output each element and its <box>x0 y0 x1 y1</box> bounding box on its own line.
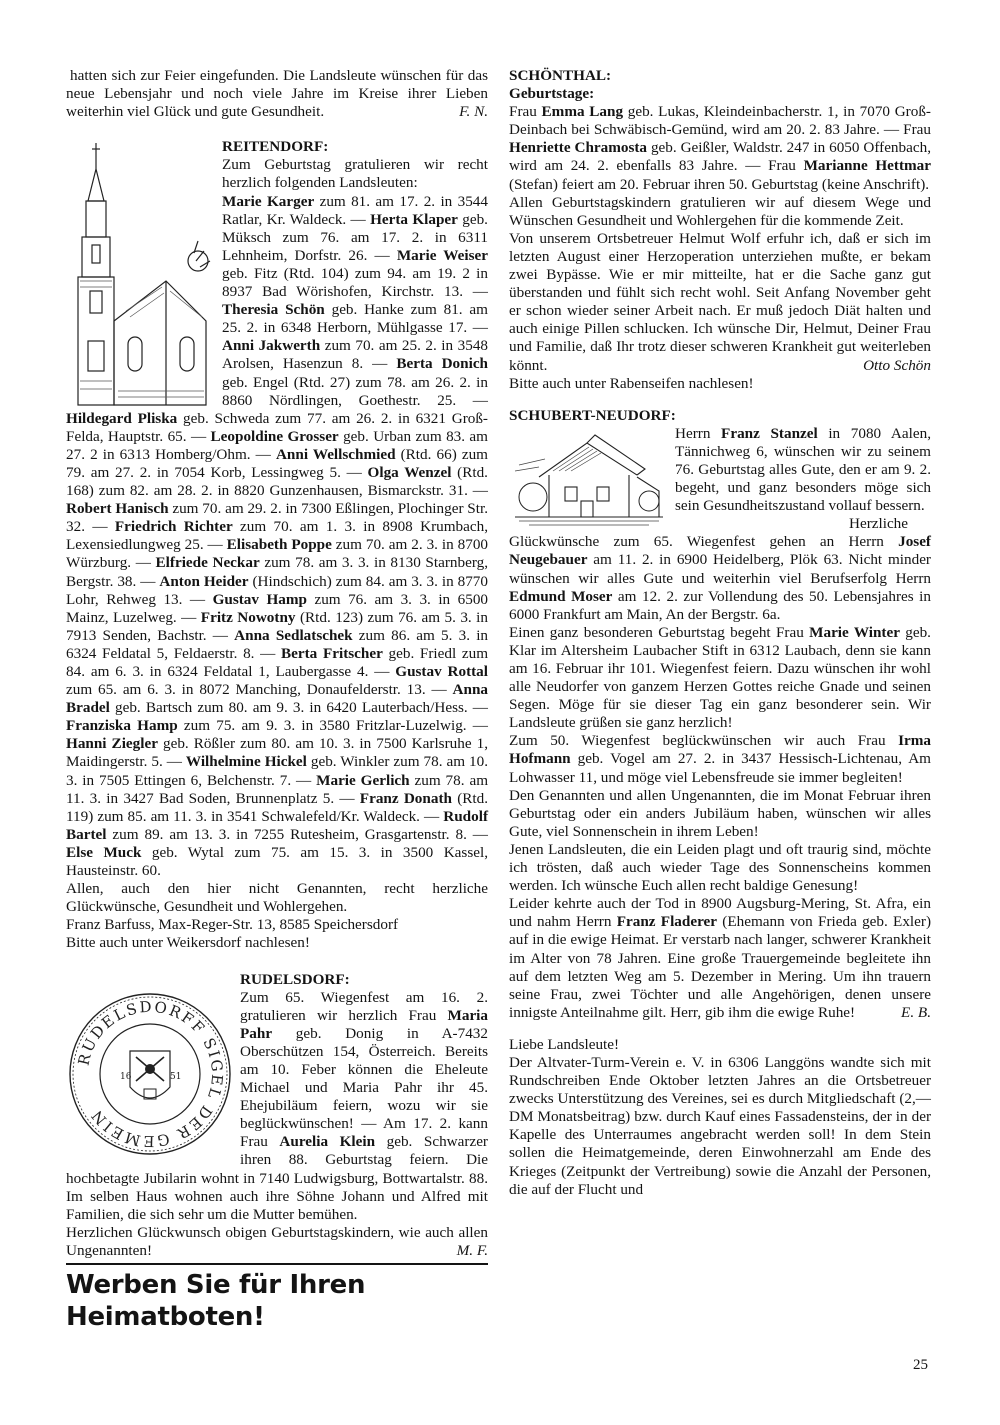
reitendorf-heading: REITENDORF: <box>222 138 329 156</box>
birthday-details: zum 78. am 11. 3. in 3427 Bad Soden, Brunnenplatz 5. — <box>66 771 489 807</box>
schoenthal-subheading: Geburtstage: <box>509 85 595 103</box>
person-name: Anna Bradel <box>66 681 488 717</box>
rudelsdorf-paragraph: Zum 65. Wiegenfest am 16. 2. gratulieren wir herzlich Frau Maria Pahr geb. Donig in A-7432 Oberschützen 154, Österreich. Bereits am 10. Feber können die Eheleute Michael und Maria Pahr ihr 45. Ehejubiläum feiern, wozu wir sie beglückwünschen! — Am 17. 2. kann Frau Aurelia Klein geb. Schwarzer ihren 88. Geburtstag feiern. Die hochbetagte Jubilarin wohnt in 7140 Ludwigsburg, Bottwartalstr. 88. Im selben Haus wohnen auch ihre Söhne Johann und Alfred mit Familien, die sich sehr um die Mutter bemühen. <box>66 988 488 1223</box>
person-name: Gustav Hamp <box>212 590 307 608</box>
section-schoenthal <box>509 67 931 393</box>
person-name: Friedrich Richter <box>114 518 233 536</box>
schoenthal-signature: Otto Schön <box>863 356 931 374</box>
rudelsdorf-closing: Herzlichen Glückwunsch obigen Geburtstagskindern, wie auch allen Ungenannten! M. F. <box>66 1223 488 1259</box>
person-name: Rudolf Bartel <box>66 807 488 843</box>
person-name: Maria Pahr <box>240 1006 488 1042</box>
birthday-details: zum 78. am 3. 3. in 8130 Starnberg, Bergstr. 38. — <box>66 554 488 590</box>
person-name: Josef Neugebauer <box>509 533 931 569</box>
section-schubert-neudorf <box>509 407 931 1022</box>
text-run: Herzliche Glückwünsche zum 65. Wiegenfest gehen an Herrn <box>509 515 909 551</box>
birthday-details: geb. Bartsch zum 80. am 9. 3. in 6420 Lauterbach/Hess. — <box>109 699 488 717</box>
schoenthal-birthdays <box>509 103 931 193</box>
letter-body: Der Altvater-Turm-Verein e. V. in 6306 Langgöns wandte sich mit Rundschreiben Ende Oktober letzten Jahres an die Ortsbetreuer zwecks Unterstützung des Vereines, sei es durch Mitgliedschaft (2,— DM Monatsbeitrag) bzw. durch Kauf eines Fassadensteins, der in der Kapelle des Unterraumes angebracht werden soll! In dem Stein sollen die Heimatgemeinde, deren Einwohnerzahl am Ende des Krieges (Zeitpunkt der Vertreibung) sowie die Anzahl der Personen, die auf der Flucht und <box>509 1053 931 1198</box>
letter-greeting: Liebe Landsleute! <box>509 1035 620 1053</box>
text-run: Herrn <box>675 424 722 442</box>
person-name: Marianne Hettmar <box>803 157 931 175</box>
birthday-details: zum 89. am 13. 3. in 7255 Rutesheim, Grasgartenstr. 8. — <box>106 825 488 843</box>
person-name: Herta Klaper <box>370 210 458 228</box>
person-name: Irma Hofmann <box>509 732 931 768</box>
text-run: geb. Lukas, Kleindeinbacherstr. 1, in 7070 Groß-Deinbach bei Schwäbisch-Gemünd, wird am 20. 2. 83 Jahre. — Frau <box>509 103 931 139</box>
text-run: (Stefan) feiert am 20. Februar ihren 50. Geburtstag (keine Anschrift). <box>509 175 930 193</box>
advertisement-banner: Werben Sie für Ihren Heimatboten! <box>66 1270 366 1332</box>
person-name: Elfriede Neckar <box>155 554 260 572</box>
section-reitendorf <box>66 138 488 952</box>
person-name: Aurelia Klein <box>279 1133 376 1151</box>
birthday-details: geb. Hanke zum 81. am 25. 2. in 6348 Herborn, Mühlgasse 17. — <box>222 301 488 337</box>
person-name: Olga Wenzel <box>367 463 452 481</box>
rudelsdorf-heading: RUDELSDORF: <box>240 970 350 988</box>
reitendorf-intro: Zum Geburtstag gratulieren wir recht herzlich folgenden Landsleuten: <box>222 156 488 192</box>
person-name: Anna Sedlatschek <box>234 626 353 644</box>
birthday-details: (Rtd. 119) zum 85. am 11. 3. in 3541 Schwalefeld/Kr. Waldeck. — <box>66 789 488 825</box>
section-letter <box>509 1036 931 1199</box>
birthday-details: zum 75. am 9. 3. in 3580 Fritzlar-Luzelwig. — <box>177 717 488 735</box>
birthday-details: zum 76. am 3. 3. in 6500 Mainz, Luzelweg. — <box>66 590 489 626</box>
schubert-comfort: Jenen Landsleuten, die ein Leiden plagt und oft traurig sind, möchte ich trösten, daß auch wieder Tage des Sonnenscheins kommen werden. Ich wünsche Euch allen recht baldige Genesung! <box>509 840 931 895</box>
person-name: Marie Karger <box>222 192 315 210</box>
person-name: Robert Hanisch <box>66 500 169 518</box>
person-name: Anton Heider <box>159 572 249 590</box>
person-name: Else Muck <box>66 843 142 861</box>
text-run: Frau <box>509 103 542 121</box>
person-name: Marie Weiser <box>396 246 488 264</box>
text-run: geb. Vogel am 27. 2. in 3437 Hessisch-Lichtenau, Am Lohwasser 11, und möge viel Lebensfreude sie immer begleiten! <box>509 750 931 786</box>
person-name: Henriette Chramosta <box>509 139 648 157</box>
schubert-winter <box>509 624 931 733</box>
reitendorf-closing: Allen, auch den hier nicht Genannten, recht herzliche Glückwünsche, Gesundheit und Wohlergehen. <box>66 880 488 916</box>
church-illustration <box>66 141 214 409</box>
schoenthal-note: Bitte auch unter Rabenseifen nachlesen! <box>509 374 754 392</box>
page-number: 25 <box>913 1357 928 1373</box>
text-run: Leider kehrte auch der Tod in 8900 Augsburg-Mering, St. Afra, ein und nahm Herrn <box>509 895 931 931</box>
person-name: Emma Lang <box>541 103 624 121</box>
birthday-details: geb. Wytal zum 75. am 15. 3. in 3500 Kassel, Hausteinstr. 60. <box>66 843 488 880</box>
person-name: Theresia Schön <box>222 301 325 319</box>
seal-year-left: 16 <box>120 1071 132 1082</box>
intro-signature: F. N. <box>459 103 488 121</box>
birthday-details: geb. Müksch zum 76. am 17. 2. in 6311 Lehnheim, Dorfstr. 26. — <box>222 210 488 264</box>
person-name: Berta Donich <box>396 355 489 373</box>
schubert-neugebauer <box>509 515 931 624</box>
text-run: Zum 50. Wiegenfest beglückwünschen wir auch Frau <box>509 732 899 750</box>
reitendorf-sender: Franz Barfuss, Max-Reger-Str. 13, 8585 Speichersdorf <box>66 916 399 934</box>
text-run: Einen ganz besonderen Geburtstag begeht Frau <box>509 623 810 641</box>
person-name: Anni Wellschmied <box>275 445 396 463</box>
person-name: Elisabeth Poppe <box>226 536 332 554</box>
person-name: Hildegard Pliska <box>66 409 178 427</box>
reitendorf-note: Bitte auch unter Weikersdorf nachlesen! <box>66 934 310 952</box>
schubert-wishes: Den Genannten und allen Ungenannten, die im Monat Februar ihren Geburtstag oder ein anders Jubiläum haben, wünschen wir alles Gute, viel Sonnenschein in ihrem Leben! <box>509 786 931 840</box>
birthday-details: geb. Engel (Rtd. 27) zum 78. am 26. 2. in 8860 Nördlingen, Goethestr. 25. — <box>222 373 488 409</box>
birthday-details: zum 65. am 6. 3. in 8072 Manching, Donaufelderstr. 13. — <box>66 681 453 699</box>
ad-divider <box>66 1263 488 1265</box>
birthday-details: (Rtd. 168) zum 82. am 28. 2. in 8820 Gunzenhausen, Bismarckstr. 31. — <box>66 463 488 500</box>
schubert-heading: SCHUBERT-NEUDORF: <box>509 406 676 424</box>
seal-lettering: RUDELSDORFF SIGEL DER GEMEIN <box>74 997 227 1150</box>
birthday-details: zum 70. am 25. 2. in 3548 Arolsen, Hasenzun 8. — <box>222 337 489 373</box>
birthday-details: (Rtd. 66) zum 79. am 27. 2. in 7054 Korb, Lessingweg 5. — <box>66 445 488 481</box>
birthday-details: zum 70. am 1. 3. in 8908 Krumbach, Lexensiedlungweg 25. — <box>66 518 488 554</box>
person-name: Franz Stanzel <box>721 424 818 442</box>
rudelsdorf-signature: M. F. <box>456 1241 488 1259</box>
person-name: Leopoldine Grosser <box>210 427 339 445</box>
birthday-details: zum 86. am 5. 3. in 6324 Feldatal 5, Feldaerstr. 8. — <box>66 626 489 662</box>
municipal-seal-illustration <box>66 991 234 1157</box>
seal-year-right: 51 <box>170 1071 182 1082</box>
right-column <box>509 67 931 1199</box>
person-name: Fritz Nowotny <box>200 608 296 626</box>
person-name: Gustav Rottal <box>395 663 488 680</box>
schoenthal-heading: SCHÖNTHAL: <box>509 67 612 84</box>
birthday-details: geb. Urban zum 83. am 27. 2 in 6313 Homberg/Ohm. — <box>66 427 488 463</box>
birthday-details: geb. Winkler zum 78. am 10. 3. in 7505 Ettingen 6, Belchenstr. 7. — <box>66 753 488 789</box>
schubert-signature: E. B. <box>901 1003 931 1021</box>
person-name: Hanni Ziegler <box>66 735 158 753</box>
person-name: Wilhelmine Hickel <box>185 753 307 771</box>
person-name: Marie Winter <box>809 623 900 641</box>
text-run: (Ehemann von Frieda geb. Exler) auf in die ewige Heimat. Er verstarb nach langer, schwerer Krankheit im Alter von 78 Jahren. Eine große Trauergemeinde begleitete ihn auf dem letzten Weg am 5. Dezember in Mering. Um ihn trauern seine Frau, zwei Töchter und alle Angehörigen, denen unsere innigste Anteilnahme gilt. Herr, gib ihm die ewige Ruhe! <box>509 913 931 1021</box>
text-run: geb. Klar im Altersheim Laubacher Stift in 6312 Laubach, denn sie kann am 16. Februar ihr 101. Wiegenfest feiern. Dazu wünschen ihr wohl alle Neudorfer von ganzem Herzen Gottes reiche Gnade und seinen Segen. Möge für sie dieser Tag ein ganz besonderer sein. Wir Landsleute grüßen sie ganz herzlich! <box>509 623 931 732</box>
farmhouse-illustration <box>509 425 669 529</box>
person-name: Edmund Moser <box>509 587 613 605</box>
text-run: am 11. 2. in 6900 Heidelberg, Plök 63. Nicht minder wünschen wir alles Gute und weiterhin viel Berufserfolg Herrn <box>509 551 931 587</box>
text-run: am 12. 2. zur Vollendung des 50. Lebensjahres in 6000 Frankfurt am Main, An der Bergstr. 6a. <box>509 587 931 623</box>
text-run: geb. Geißler, Waldstr. 247 in 6050 Offenbach, wird am 24. 2. ebenfalls 83 Jahre. — Frau <box>509 139 931 175</box>
birthday-details: geb. Friedl zum 84. am 6. 3. in 6324 Feldatal 1, Laubergasse 4. — <box>66 644 489 680</box>
person-name: Franz Fladerer <box>616 913 718 931</box>
birthday-details: zum 81. am 17. 2. in 3544 Ratlar, Kr. Waldeck. — <box>222 192 488 228</box>
birthday-details: (Hindschich) zum 84. am 3. 3. in 8770 Lohr, Rehweg 13. — <box>66 572 488 608</box>
schubert-obituary <box>509 895 931 1022</box>
person-name: Franziska Hamp <box>66 717 178 735</box>
person-name: Marie Gerlich <box>316 771 410 789</box>
birthday-details: (Rtd. 123) zum 76. am 5. 3. in 7913 Senden, Bachstr. — <box>66 608 488 644</box>
text-run: in 7080 Aalen, Tännichweg 6, wünschen wir zu seinem 76. Geburtstag alles Gute, den er am 9. 2. begeht, und ganz besonders möge sich sein Gesundheitszustand vollauf bessern. <box>675 424 931 515</box>
birthday-details: geb. Fitz (Rtd. 104) zum 94. am 19. 2 in 8937 Bad Wörishofen, Kirchstr. 13. — <box>222 264 488 301</box>
schubert-hofmann <box>509 732 931 786</box>
section-rudelsdorf <box>66 971 488 1261</box>
intro-paragraph: hatten sich zur Feier eingefunden. Die Landsleute wünschen für das neue Lebensjahr und noch viele Jahre im Kreise ihrer Lieben weiterhin viel Glück und gute Gesundheit. F. N. <box>66 67 488 121</box>
person-name: Franz Donath <box>359 789 452 807</box>
birthday-details: geb. Rößler zum 80. am 10. 3. in 7500 Karlsruhe 1, Maidingerstr. 5. — <box>66 735 488 771</box>
schoenthal-news: Von unserem Ortsbetreuer Helmut Wolf erfuhr ich, daß er sich im letzten August einer Herzoperation unterziehen mußte, er bekam zwei Bypässe. Wie er mir mitteilte, hat er die Sache ganz gut überstanden und fühlt sich recht wohl. Seit Anfang November geht er schon wieder seiner Arbeit nach. Er muß jedoch Diät halten und auch einige Pillen schlucken. Ich wünsche Dir, Helmut, Deiner Frau und Familie, daß Ihr trotz dieser schweren Krankheit gut weiterleben könnt. Otto Schön <box>509 229 931 374</box>
birthday-details: zum 70. am 2. 3. in 8700 Würzburg. — <box>66 536 489 572</box>
schoenthal-wishes: Allen Geburtstagskindern gratulieren wir auf diesem Wege und Wünschen Gesundheit und Wohlergehen für die kommende Zeit. <box>509 193 931 229</box>
birthday-details: geb. Schweda zum 77. am 26. 2. in 6321 Groß-Felda, Hauptstr. 65. — <box>66 409 488 445</box>
person-name: Berta Fritscher <box>281 644 383 662</box>
person-name: Anni Jakwerth <box>222 337 321 355</box>
left-column <box>66 67 488 1333</box>
birthday-details: zum 70. am 29. 2. in 7300 Eßlingen, Plochinger Str. 32. — <box>66 500 488 536</box>
